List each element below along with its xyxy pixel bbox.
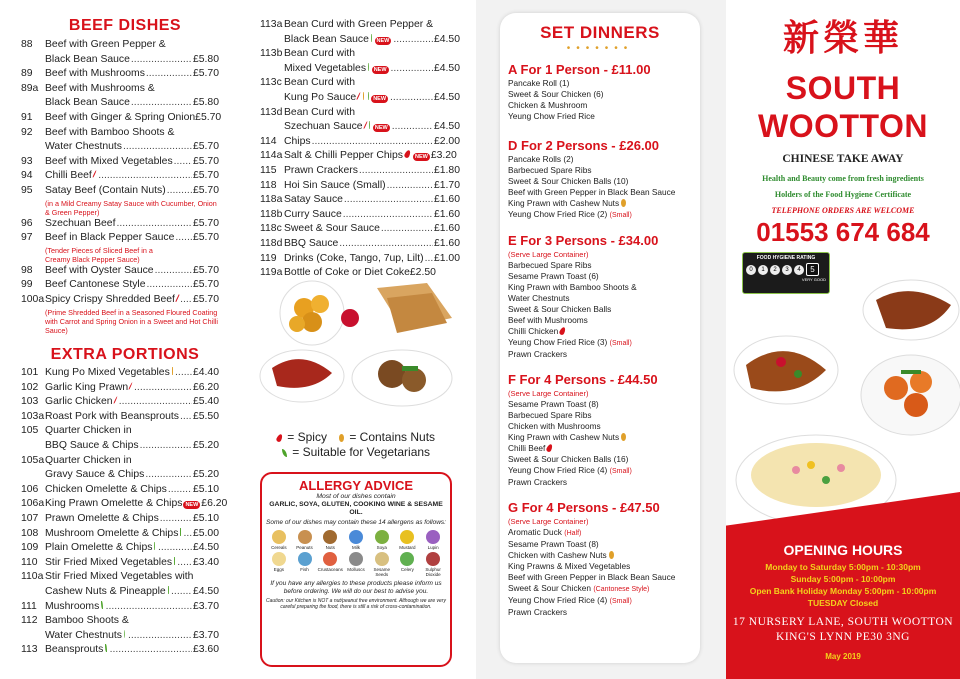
address-line-1: 17 NURSERY LANE, SOUTH WOOTTON: [732, 616, 954, 628]
menu-item-110a: 110a Stir Fried Mixed Vegetables with Cashew Nuts & Pineapple ..... £4.50: [21, 570, 219, 599]
chili-icon: [404, 150, 412, 159]
menu-item-94: 94 Chilli Beef ..... £5.70: [21, 169, 219, 184]
leaf-icon: [282, 449, 287, 457]
nut-icon: [609, 551, 614, 559]
celery-icon: [400, 552, 414, 566]
menu-item-118b: 118b Curry Sauce ..... £1.60: [260, 208, 460, 223]
leaf-icon: [369, 121, 370, 129]
telephone-note: TELEPHONE ORDERS ARE WELCOME: [771, 206, 915, 215]
allergen-molluscs: Molluscs: [343, 552, 369, 577]
sesame-icon: [375, 552, 389, 566]
allergy-advice-box: ALLERGY ADVICE Most of our dishes contain GARLIC, SOYA, GLUTEN, COOKING WINE & SESAME OIL. Some of our dishes may contain these 14 allergens as follows: Cereals Peanuts Nuts Milk Soya Mustard Lupin Eggs Fish Crustaceans Molluscs Sesame Seeds Celery Sulphur Dioxide If you have any allergies to these products please inform us before ordering. We will do our best to advise you. Caution: our Kitchen is NOT a nut/peanut free environment. Although we are very careful preparing the food, there is still a risk of cross-contamination.: [260, 472, 452, 667]
set-d-header: D For 2 Persons - £26.00: [508, 138, 660, 153]
set-g-header: G For 4 Persons - £47.50: [508, 500, 660, 515]
set-dinners-title: SET DINNERS: [540, 23, 660, 42]
menu-item-118a: 118a Satay Sauce ..... £1.60: [260, 193, 460, 208]
menu-item-89: 89 Beef with Mushrooms ..... £5.70: [21, 67, 219, 82]
divider-dots: •••••••: [566, 43, 634, 54]
new-badge: NEW: [373, 66, 387, 73]
chili-icon: [175, 294, 179, 301]
food-hygiene-rating-badge: FOOD HYGIENE RATING 0 1 2 3 4 5 VERY GOOD: [742, 252, 830, 294]
menu-item-100a: 100a Spicy Crispy Shredded Beef ..... £5.70 (Prime Shredded Beef in a Seasoned Floured Coating with Carrot and Spring Onion in a Sweet and Hot Chilli Sauce): [21, 293, 219, 335]
menu-item-110: 110 Stir Fried Mixed Vegetables ..... £3.40: [21, 556, 219, 571]
chili-icon: [92, 170, 97, 178]
extra-portions-title: EXTRA PORTIONS: [50, 346, 200, 363]
brand-line-1: SOUTH: [785, 70, 901, 106]
menu-item-118c: 118c Sweet & Sour Sauce ..... £1.60: [260, 222, 460, 237]
menu-item-119a: 119a Bottle of Coke or Diet Coke £2.50: [260, 267, 436, 279]
allergen-mustard: Mustard: [395, 530, 421, 550]
crustaceans-icon: [323, 552, 337, 566]
item-description: (Tender Pieces of Sliced Beef in a Creamy Black Pepper Sauce): [45, 245, 153, 264]
menu-item-102: 102 Garlic King Prawn ..... £6.20: [21, 381, 219, 396]
nut-icon: [363, 92, 364, 100]
menu-item-89a: 89a Beef with Mushrooms & Black Bean Sauce ..... £5.80: [21, 82, 219, 111]
allergen-soya: Soya: [369, 530, 395, 550]
menu-item-105a: 105a Quarter Chicken in Gravy Sauce & Chips ..... £5.20: [21, 454, 219, 483]
menu-item-113c: 113c Bean Curd with Kung Po Sauce NEW ..... £4.50: [260, 76, 460, 105]
menu-item-96: 96 Szechuan Beef ..... £5.70: [21, 217, 219, 232]
menu-date: May 2019: [825, 652, 861, 661]
menu-item-108: 108 Mushroom Omelette & Chips ..... £5.00: [21, 527, 219, 542]
menu-item-114: 114 Chips ..... £2.00: [260, 135, 460, 150]
lupin-icon: [426, 530, 440, 544]
eggs-icon: [272, 552, 286, 566]
menu-item-119: 119 Drinks (Coke, Tango, 7up, Lilt) ..... £1.00: [260, 252, 460, 267]
allergen-celery: Celery: [395, 552, 421, 577]
menu-item-107: 107 Prawn Omelette & Chips ..... £5.10: [21, 512, 219, 527]
menu-item-118: 118 Hoi Sin Sauce (Small) ..... £1.70: [260, 179, 460, 194]
allergen-cereals: Cereals: [266, 530, 292, 550]
peanuts-icon: [298, 530, 312, 544]
menu-item-105: 105 Quarter Chicken in BBQ Sauce & Chips ..... £5.20: [21, 424, 219, 453]
menu-item-93: 93 Beef with Mixed Vegetables ..... £5.70: [21, 155, 219, 170]
chili-icon: [129, 382, 133, 390]
dietary-legend: = Spicy = Contains Nuts = Suitable for Vegetarians: [260, 430, 450, 460]
nut-icon: [621, 433, 626, 441]
menu-item-91: 91 Beef with Ginger & Spring Onion £5.70: [21, 111, 222, 123]
menu-item-98: 98 Beef with Oyster Sauce ..... £5.70: [21, 264, 219, 279]
allergen-lupin: Lupin: [420, 530, 446, 550]
menu-item-103a: 103a Roast Pork with Beansprouts ..... £5.50: [21, 410, 219, 425]
new-badge: NEW: [414, 154, 428, 161]
menu-item-112: 112 Bamboo Shoots & Water Chestnuts ..... £3.70: [21, 614, 219, 643]
chili-icon: [559, 326, 567, 335]
menu-item-95: 95 Satay Beef (Contain Nuts) ..... £5.70 (in a Mild Creamy Satay Sauce with Cucumber, Onion & Green Pepper): [21, 184, 219, 217]
set-e-header: E For 3 Persons - £34.00: [508, 233, 659, 248]
chili-icon: [357, 92, 361, 100]
new-badge: NEW: [374, 125, 388, 132]
beef-list: [21, 38, 222, 335]
allergen-grid: [266, 530, 446, 577]
chili-icon: [546, 443, 554, 452]
health-line: Health and Beauty come from fresh ingredients: [762, 174, 924, 183]
nuts-icon: [323, 530, 337, 544]
column-sides: [232, 0, 476, 679]
set-a-header: A For 1 Person - £11.00: [508, 62, 651, 77]
leaf-icon: [105, 644, 106, 652]
milk-icon: [349, 530, 363, 544]
chili-icon: [363, 121, 367, 129]
soya-icon: [375, 530, 389, 544]
cereals-icon: [272, 530, 286, 544]
allergen-sesame: Sesame Seeds: [369, 552, 395, 577]
menu-item-109: 109 Plain Omelette & Chips ..... £4.50: [21, 541, 219, 556]
nut-icon: [621, 199, 626, 207]
menu-item-115: 115 Prawn Crackers ..... £1.80: [260, 164, 460, 179]
column-set-dinners: [476, 0, 726, 679]
brand-line-2: WOOTTON: [758, 108, 928, 144]
sides-list: [260, 18, 460, 281]
menu-item-114a: 114a Salt & Chilli Pepper Chips NEW £3.20: [260, 150, 457, 162]
allergen-milk: Milk: [343, 530, 369, 550]
menu-item-118d: 118d BBQ Sauce ..... £1.60: [260, 237, 460, 252]
allergen-eggs: Eggs: [266, 552, 292, 577]
opening-hours-title: OPENING HOURS: [783, 542, 903, 558]
hygiene-line: Holders of the Food Hygiene Certificate: [774, 190, 912, 199]
menu-item-111: 111 Mushrooms ..... £3.70: [21, 600, 219, 615]
mustard-icon: [400, 530, 414, 544]
menu-item-99: 99 Beef Cantonese Style ..... £5.70: [21, 278, 219, 293]
food-photo-starters: [252, 278, 462, 418]
allergen-sulphur: Sulphur Dioxide: [420, 552, 446, 577]
leaf-icon: [368, 63, 369, 71]
allergen-crustaceans: Crustaceans: [317, 552, 343, 577]
leaf-icon: [371, 34, 372, 42]
new-badge: NEW: [373, 95, 387, 102]
menu-item-113: 113 Beansprouts ..... £3.60: [21, 643, 219, 658]
menu-item-92: 92 Beef with Bamboo Shoots & Water Chestnuts ..... £5.70: [21, 126, 219, 155]
menu-item-101: 101 Kung Po Mixed Vegetables ..... £4.40: [21, 366, 219, 381]
column-brand: 新榮華 SOUTH WOOTTON CHINESE TAKE AWAY Health and Beauty come from fresh ingredients Holders of the Food Hygiene Certificate TELEPHONE ORDERS ARE WELCOME 01553 674 684 FOOD HYGIENE RATING 0 1 2 3 4 5 VERY GOOD OPENING HOURS Monday to Saturday 5:00pm - 10:30pm Sunday 5:00pm - 10:00pm Open Bank Holiday Monday 5:00pm - 10:00pm TUESDAY Closed 17 NURSERY LANE, SOUTH WOOTTON KING'S LYNN PE30 3NG May 2019: [726, 0, 960, 679]
menu-item-88: 88 Beef with Green Pepper & Black Bean Sauce ..... £5.80: [21, 38, 219, 67]
fish-icon: [298, 552, 312, 566]
phone-number[interactable]: 01553 674 684: [756, 217, 930, 247]
leaf-icon: [154, 542, 155, 550]
menu-item-103: 103 Garlic Chicken ..... £5.40: [21, 395, 219, 410]
menu-item-106: 106 Chicken Omelette & Chips ..... £5.10: [21, 483, 219, 498]
sulphur-icon: [426, 552, 440, 566]
extra-list: [21, 366, 228, 658]
nut-icon: [339, 434, 344, 442]
menu-item-113a: 113a Bean Curd with Green Pepper & Black Bean Sauce NEW ..... £4.50: [260, 18, 460, 47]
menu-item-113b: 113b Bean Curd with Mixed Vegetables NEW ..... £4.50: [260, 47, 460, 76]
menu-item-97: 97 Beef in Black Pepper Sauce ..... £5.70 (Tender Pieces of Sliced Beef in a Creamy Black Pepper Sauce): [21, 231, 219, 264]
column-beef-extra: [0, 0, 232, 679]
item-description: (Prime Shredded Beef in a Seasoned Floured Coating with Carrot and Spring Onion in a Sweet and Hot Chilli Sauce): [45, 307, 218, 335]
leaf-icon: [101, 601, 102, 609]
allergy-title: ALLERGY ADVICE: [298, 478, 414, 493]
molluscs-icon: [349, 552, 363, 566]
new-badge: NEW: [376, 37, 390, 44]
menu-item-113d: 113d Bean Curd with Szechuan Sauce NEW ..... £4.50: [260, 106, 460, 135]
set-f-header: F For 4 Persons - £44.50: [508, 372, 658, 387]
item-description: (in a Mild Creamy Satay Sauce with Cucumber, Onion & Green Pepper): [45, 198, 217, 217]
address-line-2: KING'S LYNN PE30 3NG: [776, 631, 910, 643]
new-badge: NEW: [185, 502, 199, 509]
leaf-icon: [368, 92, 369, 100]
set-dinners-card: SET DINNERS ••••••• A For 1 Person - £11.00 Pancake Roll (1) Sweet & Sour Chicken (6) Chicken & Mushroom Yeung Chow Fried Rice D For 2 Persons - £26.00 Pancake Rolls (2) Barbecued Spare Ribs Sweet & Sour Chicken Balls (10) Beef with Green Pepper in Black Bean Sauce King Prawn with Cashew Nuts Yeung Chow Fried Rice (2) (Small) E For 3 Persons - £34.00 (Serve Large Container) Barbecued Spare Ribs Sesame Prawn Toast (6) King Prawn with Bamboo Shoots & Water Chestnuts Sweet & Sour Chicken Balls Beef with Mushrooms Chilli Chicken Yeung Chow Fried Rice (3) (Small) Prawn Crackers F For 4 Persons - £44.50 (Serve Large Container) Sesame Prawn Toast (8) Barbecued Spare Ribs Chicken with Mushrooms King Prawn with Cashew Nuts Chilli Beef Sweet & Sour Chicken Balls (16) Yeung Chow Fried Rice (4) (Small) Prawn Crackers G For 4 Persons - £47.50 (Serve Large Container) Aromatic Duck (Half) Sesame Prawn Toast (8) Chicken with Cashew Nuts King Prawns & Mixed Vegetables Beef with Green Pepper in Black Bean Sauce Sweet & Sour Chicken (Cantonese Style) Yeung Chow Fried Rice (4) (Small) Prawn Crackers: [500, 13, 700, 663]
allergen-fish: Fish: [292, 552, 318, 577]
leaf-icon: [124, 630, 125, 638]
allergen-nuts: Nuts: [317, 530, 343, 550]
beef-dishes-title: BEEF DISHES: [68, 17, 182, 34]
chili-icon: [275, 433, 283, 442]
allergen-peanuts: Peanuts: [292, 530, 318, 550]
tagline: CHINESE TAKE AWAY: [782, 153, 904, 165]
menu-item-106a: 106a King Prawn Omelette & Chips NEW £6.20: [21, 498, 228, 510]
chili-icon: [113, 396, 117, 404]
chinese-name: 新榮華: [782, 17, 903, 59]
